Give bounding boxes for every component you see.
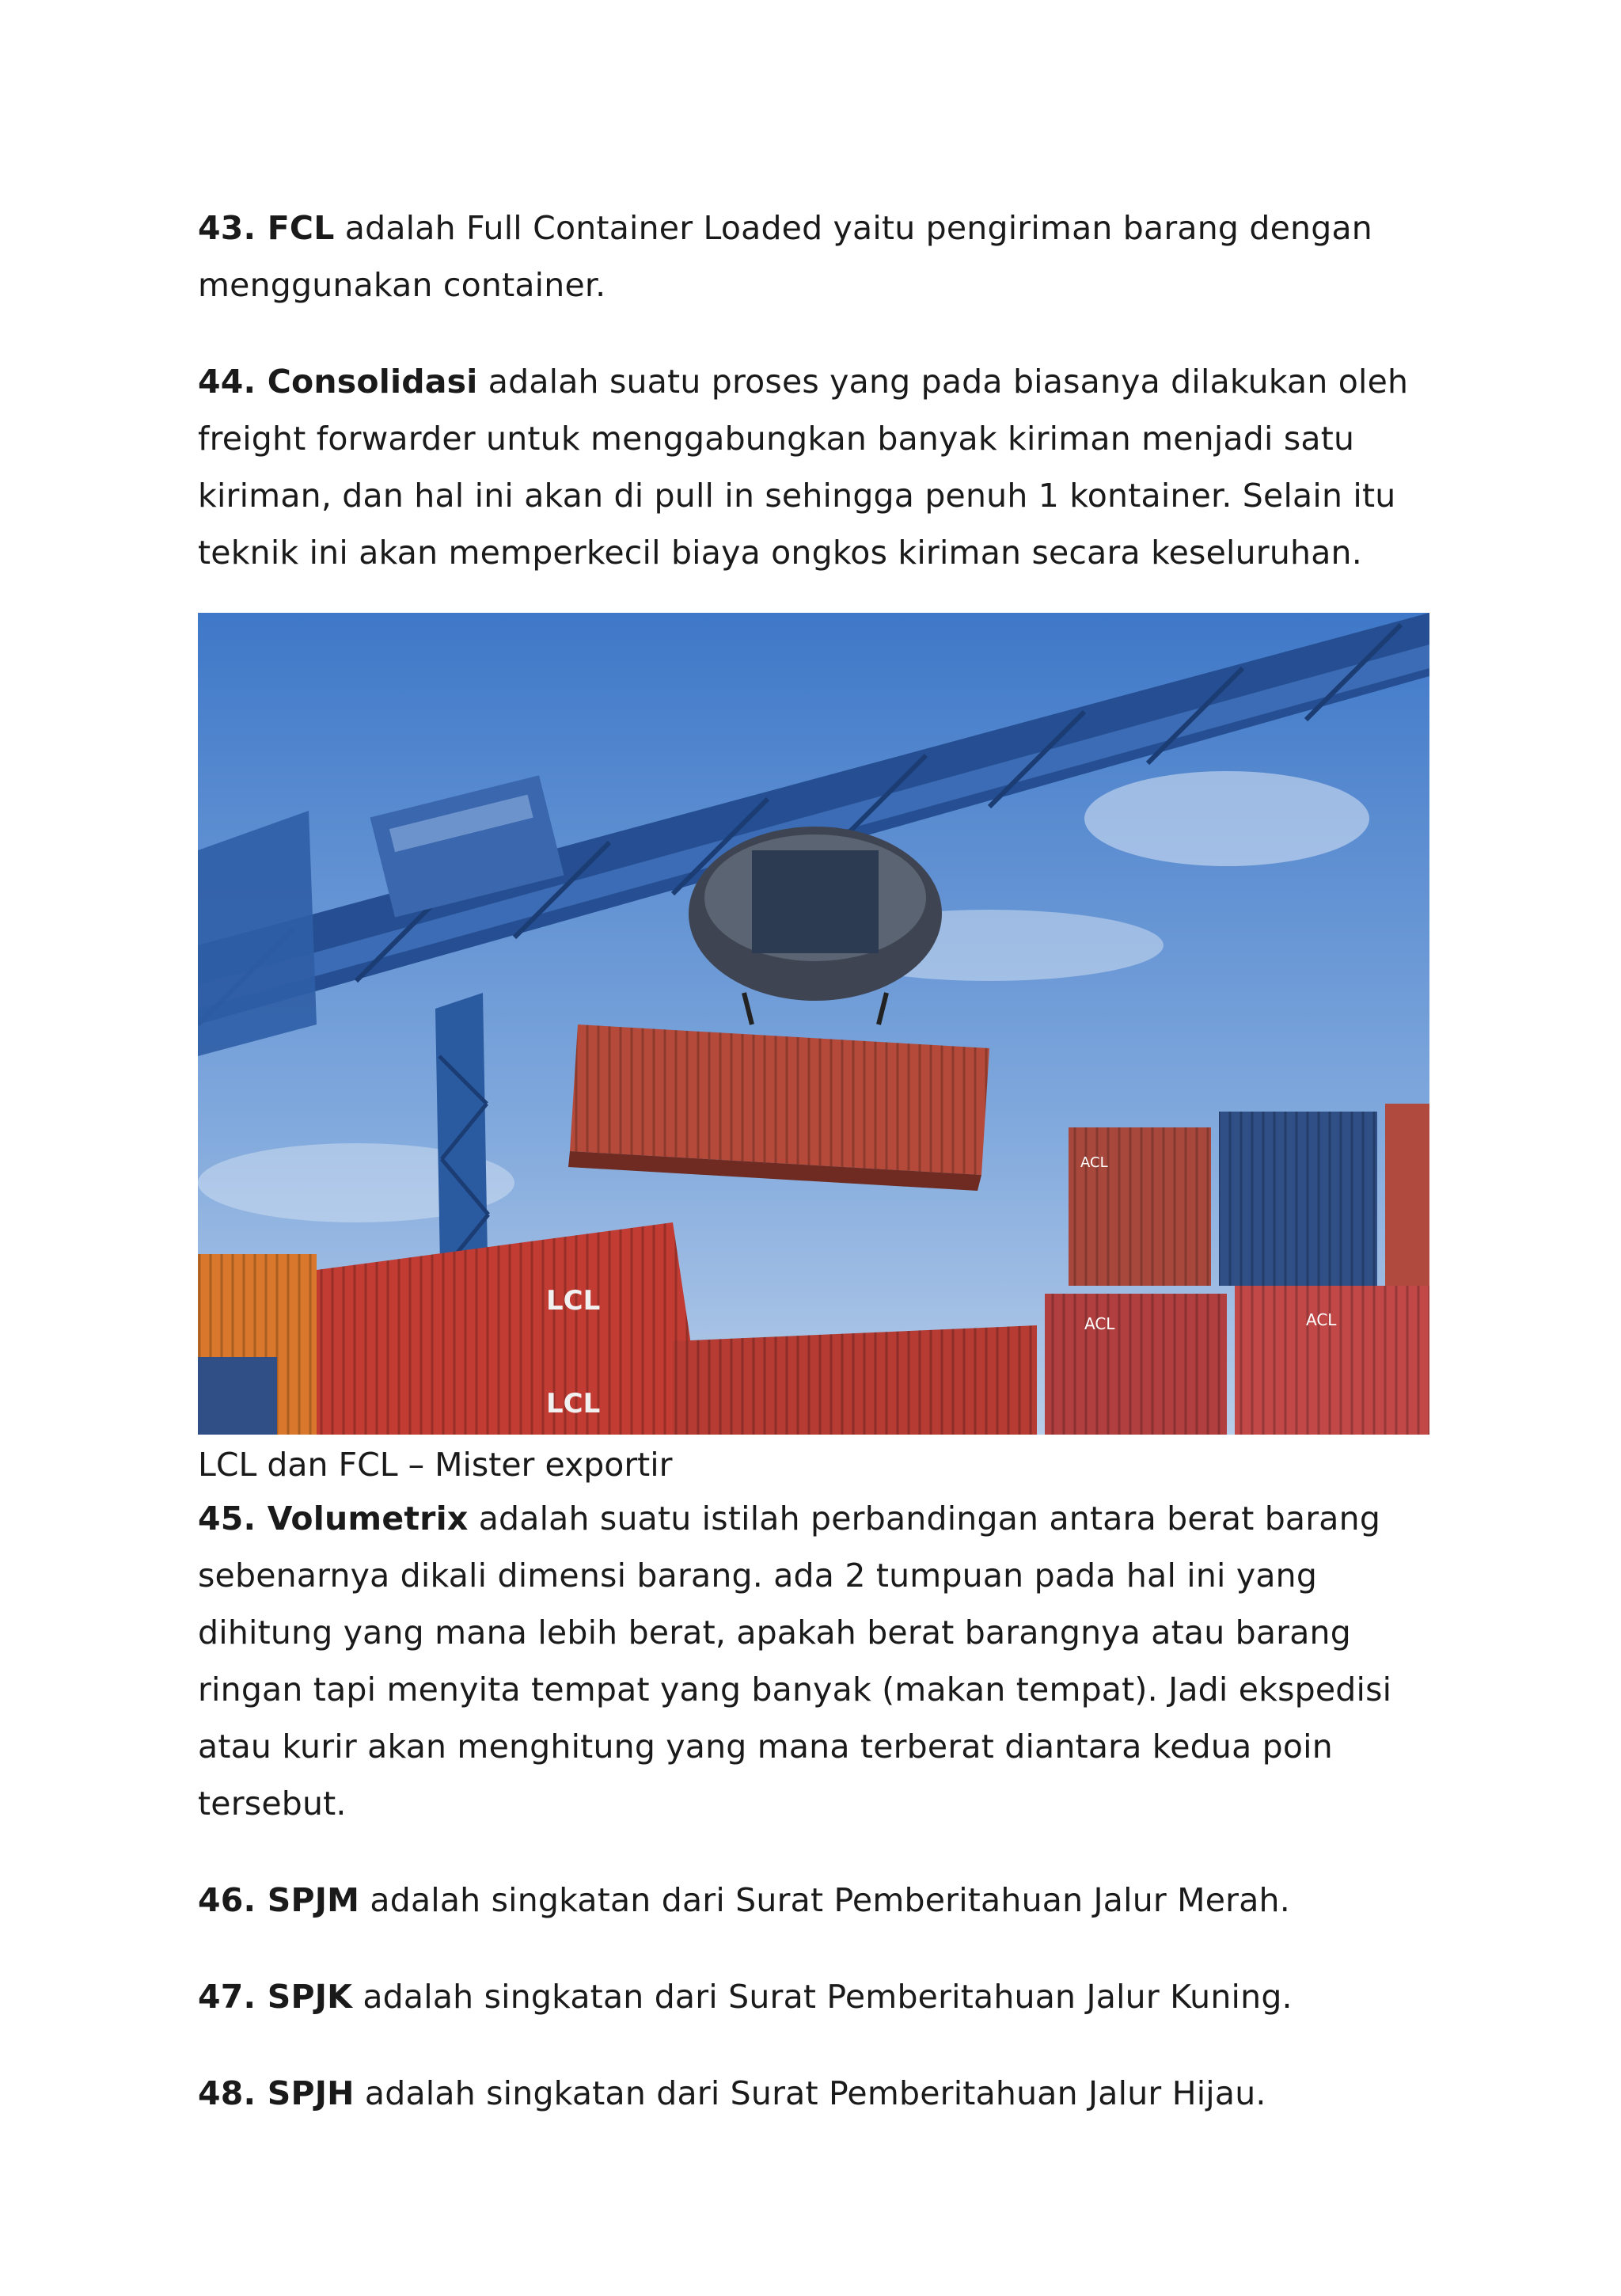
item-47-text: adalah singkatan dari Surat Pemberitahuan Jalur Kuning. <box>352 1978 1293 2016</box>
container-label: ACL <box>1080 1154 1108 1171</box>
item-44 <box>198 353 1433 581</box>
item-47 <box>198 1968 1433 2025</box>
item-44-term: 44. Consolidasi <box>198 363 478 401</box>
item-46 <box>198 1872 1433 1929</box>
item-46-term: 46. SPJM <box>198 1881 360 1919</box>
item-45-term: 45. Volumetrix <box>198 1500 469 1538</box>
item-43-term: 43. FCL <box>198 209 335 247</box>
item-48-text: adalah singkatan dari Surat Pemberitahuan Jalur Hijau. <box>354 2074 1266 2112</box>
item-47-term: 47. SPJK <box>198 1978 353 2016</box>
item-48 <box>198 2065 1433 2122</box>
figure-caption: LCL dan FCL – Mister exportir <box>198 1446 673 1484</box>
item-45-text: adalah suatu istilah perbandingan antara berat barang sebenarnya dikali dimensi barang. ada 2 tumpuan pada hal ini yang dihitung yang mana lebih berat, apakah berat barangnya atau barang ringan tapi menyita tempat yang banyak (makan tempat). Jadi ekspedisi atau kurir akan menghitung yang mana terberat diantara kedua poin tersebut. <box>198 1500 1392 1823</box>
item-43-text: adalah Full Container Loaded yaitu pengiriman barang dengan menggunakan container. <box>198 209 1372 304</box>
container-label: LCL <box>546 1388 601 1420</box>
document-content <box>198 200 1433 2122</box>
item-44-text: adalah suatu proses yang pada biasanya dilakukan oleh freight forwarder untuk menggabungkan banyak kiriman menjadi satu kiriman, dan hal ini akan di pull in sehingga penuh 1 kontainer. Selain itu teknik ini akan memperkecil biaya ongkos kiriman secara keseluruhan. <box>198 363 1409 572</box>
container-label: ACL <box>1084 1314 1115 1333</box>
item-48-term: 48. SPJH <box>198 2074 355 2112</box>
item-46-text: adalah singkatan dari Surat Pemberitahuan Jalur Merah. <box>359 1881 1290 1919</box>
item-43 <box>198 200 1433 314</box>
right-container-stack <box>1045 1104 1429 1435</box>
port-crane-photo <box>198 613 1429 1435</box>
container-label: ACL <box>1306 1310 1337 1329</box>
container-label: LCL <box>546 1285 601 1317</box>
item-45 <box>198 1490 1433 1832</box>
